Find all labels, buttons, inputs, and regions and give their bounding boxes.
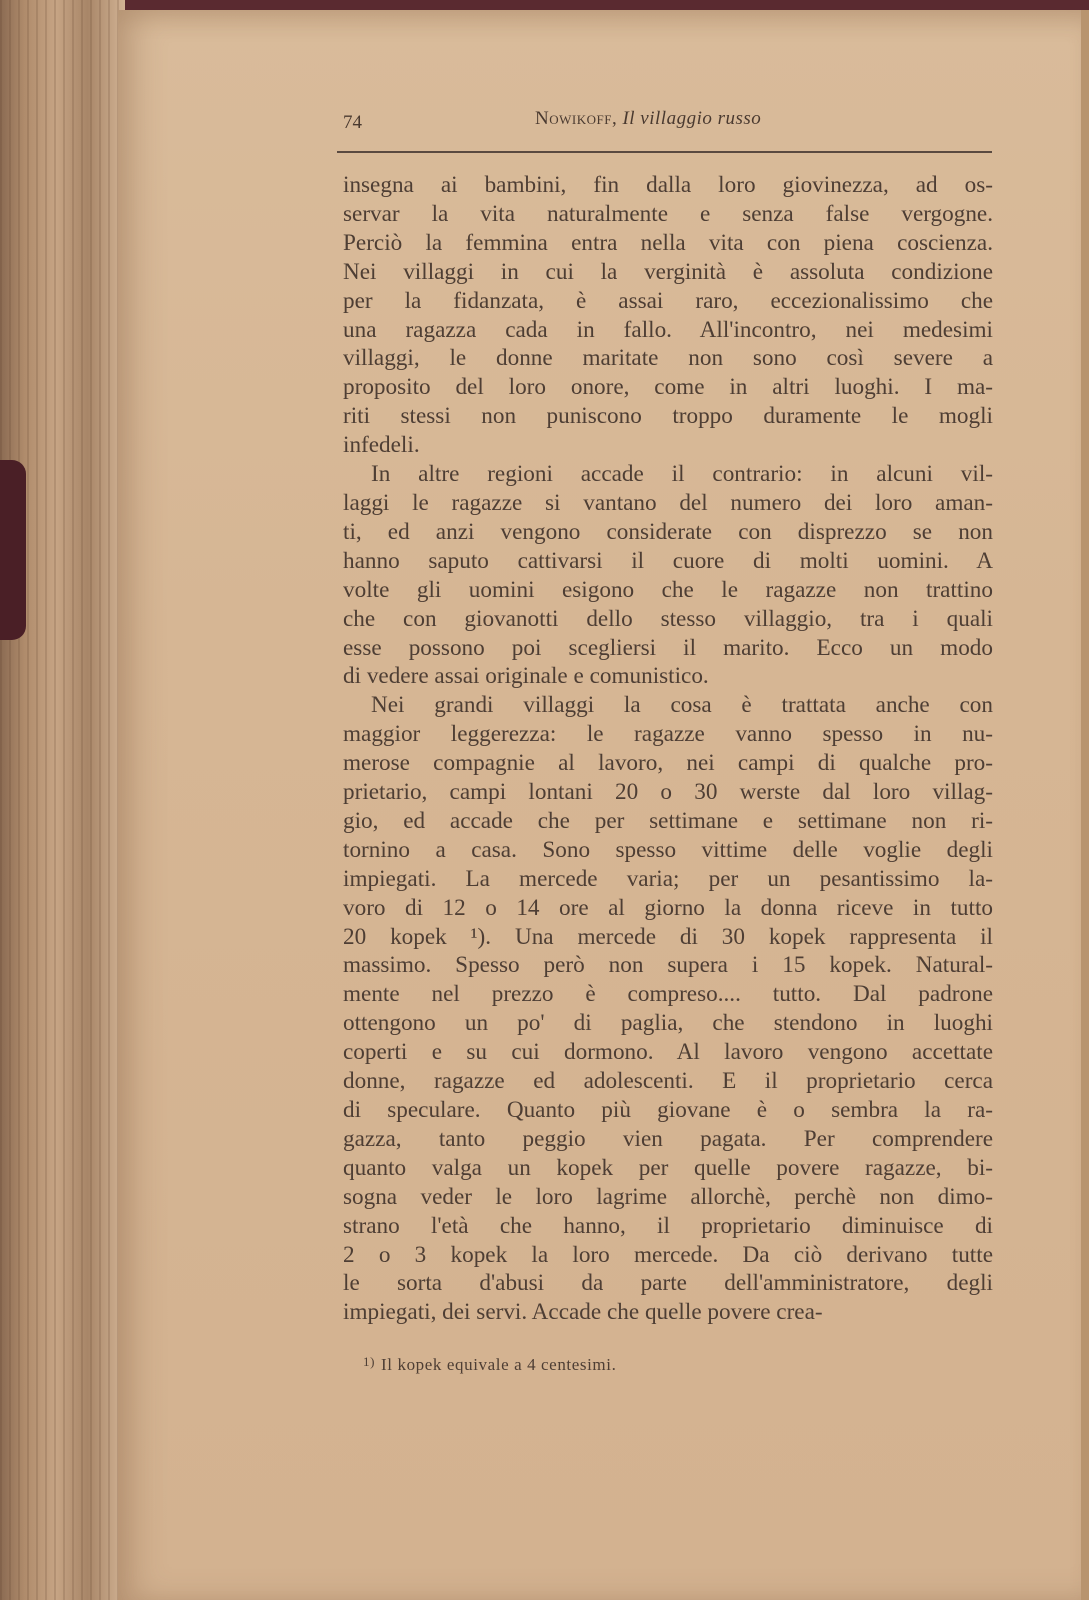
text-line: impiegati, dei servi. Accade che quelle povere crea-	[343, 1299, 823, 1326]
text-line: per la fidanzata, è assai raro, eccezionalissimo che	[343, 287, 993, 314]
text-line: Perciò la femmina entra nella vita con piena coscienza.	[343, 229, 993, 256]
text-line: le sorta d'abusi da parte dell'amministratore, degli	[343, 1270, 993, 1297]
page-number: 74	[343, 112, 362, 133]
header-book-title: Il villaggio russo	[622, 108, 762, 129]
text-line: riti stessi non puniscono troppo duramente le mogli	[343, 403, 993, 430]
text-line: insegna ai bambini, fin dalla loro giovinezza, ad os-	[343, 172, 993, 198]
text-line: infedeli.	[343, 432, 420, 459]
text-line: gazza, tanto peggio vien pagata. Per comprendere	[343, 1125, 993, 1152]
text-line: prietario, campi lontani 20 o 30 werste dal loro villag-	[343, 779, 993, 806]
footnote-text: Il kopek equivale a 4 centesimi.	[381, 1355, 617, 1374]
page-right-edge	[1081, 10, 1089, 1600]
running-header	[343, 108, 991, 140]
text-line: massimo. Spesso però non supera i 15 kopek. Natural-	[343, 952, 993, 979]
text-line: Nei villaggi in cui la verginità è assoluta condizione	[343, 258, 993, 285]
text-line: coperti e su cui dormono. Al lavoro vengono accettate	[343, 1039, 993, 1066]
text-line: gio, ed accade che per settimane e settimane non ri-	[343, 807, 993, 834]
text-line: mente nel prezzo è compreso.... tutto. Dal padrone	[343, 981, 993, 1008]
footnote-marker: 1)	[363, 1354, 376, 1369]
text-line: sogna veder le loro lagrime allorchè, perchè non dimo-	[343, 1183, 993, 1210]
header-author: Nowikoff,	[535, 108, 618, 129]
text-line: maggior leggerezza: le ragazze vanno spesso in nu-	[343, 721, 993, 748]
running-title	[535, 108, 761, 130]
text-line: laggi le ragazze si vantano del numero dei loro aman-	[343, 489, 993, 516]
text-line: quanto valga un kopek per quelle povere ragazze, bi-	[343, 1154, 993, 1181]
text-line: volte gli uomini esigono che le ragazze non trattino	[343, 576, 993, 603]
text-line: Nei grandi villaggi la cosa è trattata anche con	[371, 692, 993, 719]
text-line: impiegati. La mercede varia; per un pesantissimo la-	[343, 865, 993, 892]
text-line: di vedere assai originale e comunistico.	[343, 663, 709, 690]
text-line: esse possono poi scegliersi il marito. Ecco un modo	[343, 634, 993, 661]
text-line: servar la vita naturalmente e senza false vergogne.	[343, 200, 993, 227]
cover-strip	[0, 460, 26, 640]
text-line: voro di 12 o 14 ore al giorno la donna riceve in tutto	[343, 894, 993, 921]
text-line: di speculare. Quanto più giovane è o sembra la ra-	[343, 1097, 993, 1123]
text-line: 2 o 3 kopek la loro mercede. Da ciò derivano tutte	[343, 1241, 993, 1268]
book-binding-edge	[0, 0, 125, 1600]
text-line: In altre regioni accade il contrario: in alcuni vil-	[371, 461, 993, 488]
header-rule	[337, 151, 992, 153]
text-line: proposito del loro onore, come in altri luoghi. I ma-	[343, 374, 993, 401]
text-line: ti, ed anzi vengono considerate con disprezzo se non	[343, 518, 993, 545]
body-text	[343, 171, 993, 1327]
text-line: ottengono un po' di paglia, che stendono in luoghi	[343, 1010, 993, 1037]
text-line: strano l'età che hanno, il proprietario diminuisce di	[343, 1212, 993, 1239]
text-line: merose compagnie al lavoro, nei campi di qualche pro-	[343, 750, 993, 777]
text-line: hanno saputo cattivarsi il cuore di molti uomini. A	[343, 547, 993, 574]
text-line: villaggi, le donne maritate non sono così severe a	[343, 345, 993, 372]
text-line: una ragazza cada in fallo. All'incontro, nei medesimi	[343, 316, 993, 343]
text-line: 20 kopek ¹). Una mercede di 30 kopek rappresenta il	[343, 923, 993, 950]
text-line: che con giovanotti dello stesso villaggio, tra i quali	[343, 605, 993, 632]
footnote	[363, 1354, 616, 1375]
text-line: donne, ragazze ed adolescenti. E il proprietario cerca	[343, 1068, 993, 1095]
text-line: tornino a casa. Sono spesso vittime delle voglie degli	[343, 836, 993, 863]
